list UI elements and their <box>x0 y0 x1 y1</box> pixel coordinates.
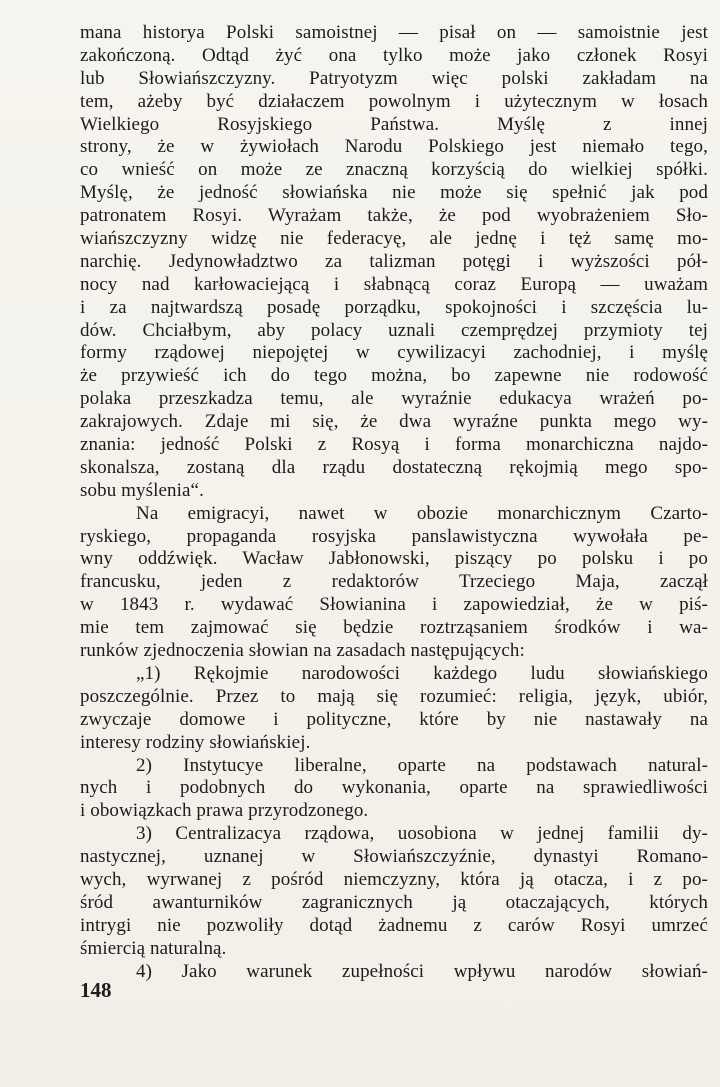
text-line: patronatem Rosyi. Wyrażam także, że pod wyobrażeniem Sło- <box>80 205 708 227</box>
text-line: nocy nad karłowaciejącą i słabnącą coraz Europą — uważam <box>80 273 708 295</box>
text-line: 2) Instytucye liberalne, oparte na podstawach natural- <box>136 754 708 776</box>
text-line: i obowiązkach prawa przyrodzonego. <box>80 800 369 822</box>
text-line: śmiercią naturalną. <box>80 937 227 959</box>
text-line: polaka przeszkadza temu, ale wyraźnie edukacya wrażeń po- <box>80 388 708 410</box>
text-line: zakończoną. Odtąd żyć ona tylko może jako członek Rosyi <box>80 44 708 66</box>
text-line: intrygi nie pozwoliły dotąd żadnemu z carów Rosyi umrzeć <box>80 914 708 936</box>
text-line: Na emigracyi, nawet w obozie monarchicznym Czarto- <box>136 502 708 524</box>
text-line: interesy rodziny słowiańskiej. <box>80 731 311 753</box>
text-line: dów. Chciałbym, aby polacy uznali czemprędzej przymioty tej <box>80 319 708 341</box>
text-line: tem, ażeby być działaczem powolnym i użytecznym w łosach <box>80 90 708 112</box>
text-line: co wnieść on może ze znaczną korzyścią do wielkiej spółki. <box>80 159 708 181</box>
text-line: 4) Jako warunek zupełności wpływu narodów słowiań- <box>136 960 708 982</box>
text-line: poszczególnie. Przez to mają się rozumieć: religia, język, ubiór, <box>80 685 708 707</box>
text-line: narchię. Jedynowładztwo za talizman potęgi i wyższości pół- <box>80 250 708 272</box>
text-line: zwyczaje domowe i polityczne, które by nie nastawały na <box>80 708 708 730</box>
text-line: 3) Centralizacya rządowa, uosobiona w jednej familii dy- <box>136 823 708 845</box>
text-line: nych i podobnych do wykonania, oparte na sprawiedliwości <box>80 777 708 799</box>
text-line: Wielkiego Rosyjskiego Państwa. Myślę z innej <box>80 113 708 135</box>
text-line: formy rządowej niepojętej w cywilizacyi zachodniej, i myślę <box>80 342 708 364</box>
text-line: Myślę, że jedność słowiańska nie może się spełnić jak pod <box>80 182 708 204</box>
text-line: lub Słowiańszczyzny. Patryotyzm więc polski zakładam na <box>80 67 708 89</box>
text-line: nastycznej, uznanej w Słowiańszczyźnie, dynastyi Romano- <box>80 846 708 868</box>
text-line: że przywieść ich do tego można, bo zapewne nie rodowość <box>80 365 708 387</box>
text-line: wny oddźwięk. Wacław Jabłonowski, piszący po polsku i po <box>80 548 708 570</box>
text-line: znania: jedność Polski z Rosyą i forma monarchiczna najdo- <box>80 434 708 456</box>
text-line: francusku, jeden z redaktorów Trzeciego Maja, zaczął <box>80 571 708 593</box>
page-number: 148 <box>80 978 112 1002</box>
text-line: śród awanturników zagranicznych ją otaczających, których <box>80 891 708 913</box>
text-line: w 1843 r. wydawać Słowianina i zapowiedział, że w piś- <box>80 594 708 616</box>
body-text <box>80 22 708 983</box>
text-line: strony, że w żywiołach Narodu Polskiego jest niemało tego, <box>80 136 708 158</box>
text-line: zakrajowych. Zdaje mi się, że dwa wyraźne punkta mego wy- <box>80 411 708 433</box>
text-line: ryskiego, propaganda rosyjska panslawistyczna wywołała pe- <box>80 525 708 547</box>
text-line: sobu myślenia“. <box>80 479 204 501</box>
text-line: „1) Rękojmie narodowości każdego ludu słowiańskiego <box>136 662 708 684</box>
text-line: wiańszczyzny widzę nie federacyę, ale jednę i tęż samę mo- <box>80 228 708 250</box>
text-line: wych, wyrwanej z pośród niemczyzny, która ją otacza, i z po- <box>80 868 708 890</box>
text-line: mana historya Polski samoistnej — pisał on — samoistnie jest <box>80 22 708 43</box>
text-line: i za najtwardszą posadę porządku, spokojności i szczęścia lu- <box>80 296 708 318</box>
text-line: skonalsza, zostaną dla rządu dostateczną rękojmią mego spo- <box>80 456 708 478</box>
text-line: runków zjednoczenia słowian na zasadach następujących: <box>80 640 525 662</box>
text-line: mie tem zajmować się będzie roztrząsaniem środków i wa- <box>80 617 708 639</box>
